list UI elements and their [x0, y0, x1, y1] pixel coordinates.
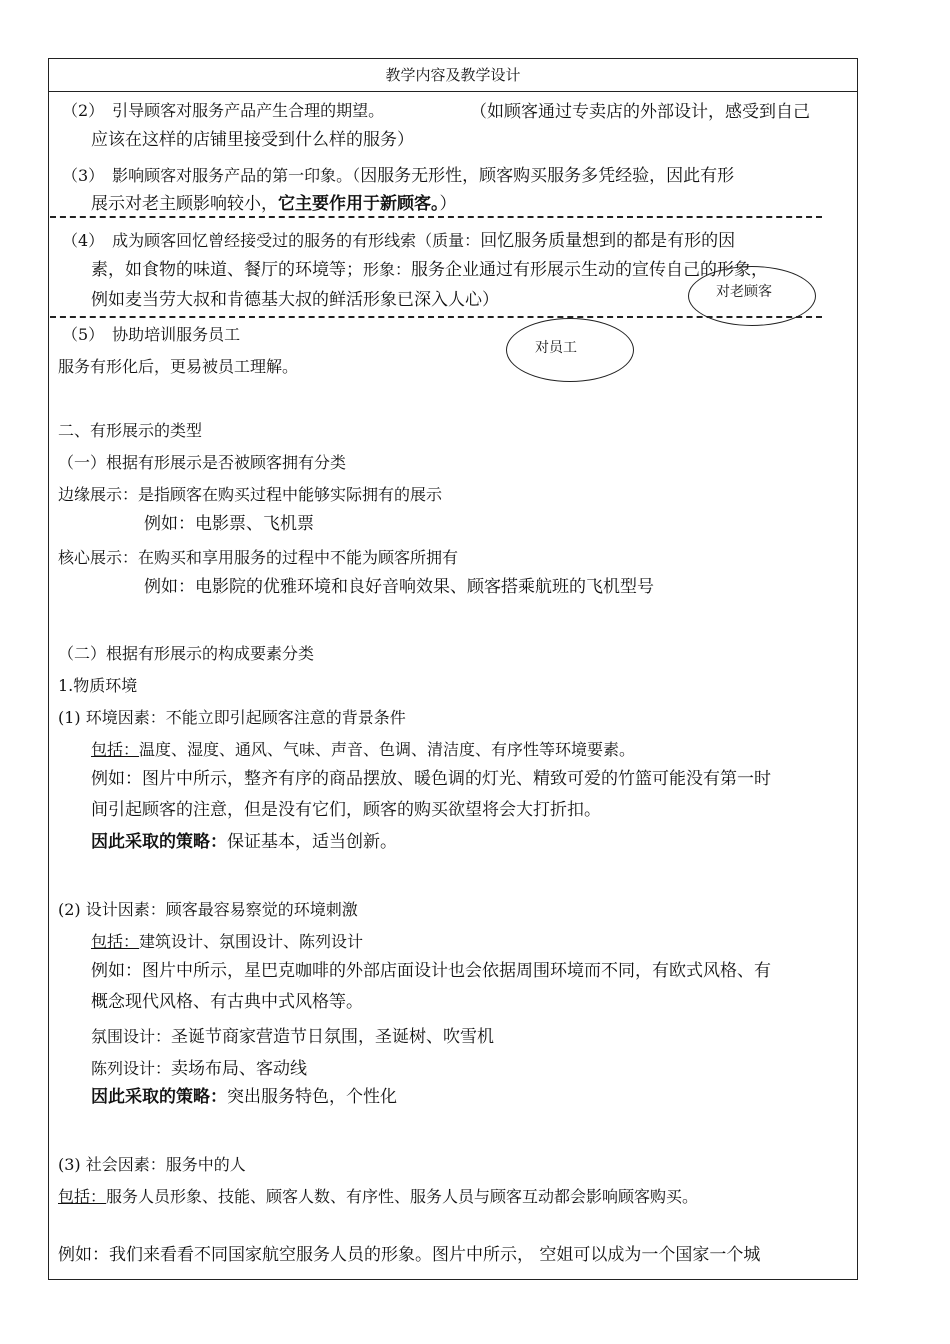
atmosphere-design-label: 氛围设计： — [91, 1027, 172, 1046]
point-4-line3: 例如麦当劳大叔和肯德基大叔的鲜活形象已深入人心） — [91, 290, 499, 310]
env-strategy-label: 因此采取的策略： — [91, 832, 227, 852]
point-5-body: 服务有形化后，更易被员工理解。 — [58, 357, 299, 376]
point-3-reason: 因服务无形性，顾客购买服务多凭经验，因此有形 — [360, 166, 735, 186]
point-4-image-text: 服务企业通过有形展示生动的宣传自己的形象， — [411, 260, 769, 280]
design-strategy-text: 突出服务特色，个性化 — [227, 1087, 397, 1107]
env-factor-title: (1) 环境因素：不能立即引起顾客注意的背景条件 — [58, 708, 406, 727]
point-3-close-paren: ） — [439, 194, 457, 214]
point-2-note-line2: 应该在这样的店铺里接受到什么样的服务） — [91, 130, 414, 150]
section-2-sub2: （二）根据有形展示的构成要素分类 — [58, 644, 315, 663]
social-factor-includes — [58, 1184, 698, 1207]
point-5-title: （5） 协助培训服务员工 — [62, 325, 241, 344]
point-4-line1 — [62, 226, 735, 251]
design-example-line2: 概念现代风格、有古典中式风格等。 — [91, 992, 363, 1012]
point-4-quality-text: 回忆服务质量想到的都是有形的因 — [480, 231, 736, 251]
social-example: 例如：我们来看看不同国家航空服务人员的形象。图片中所示， 空姐可以成为一个国家一个城 — [58, 1245, 761, 1265]
design-strategy — [91, 1082, 397, 1107]
atmosphere-design — [91, 1022, 494, 1047]
social-includes-label: 包括： — [58, 1187, 107, 1206]
social-factor-title: (3) 社会因素：服务中的人 — [58, 1155, 246, 1174]
annotation-staff — [506, 318, 634, 382]
annotation-old-customer-text: 对老顾客 — [716, 284, 772, 300]
atmosphere-design-text: 圣诞节商家营造节日氛围，圣诞树、吹雪机 — [171, 1027, 495, 1047]
point-4-image-label: 形象： — [363, 260, 412, 279]
item-1-physical-environment: 1.物质环境 — [58, 676, 138, 695]
point-2-title: （2） 引导顾客对服务产品产生合理的期望。 — [62, 101, 385, 120]
dashed-divider-bottom — [50, 316, 822, 318]
point-3-reason-end: 展示对老主顾影响较小， — [91, 194, 278, 214]
edge-display-example: 例如：电影票、飞机票 — [144, 514, 314, 534]
design-example-line1: 例如：图片中所示，星巴克咖啡的外部店面设计也会依据周围环境而不同，有欧式风格、有 — [91, 961, 771, 981]
point-3-line1 — [62, 161, 734, 186]
table-header-title: 教学内容及教学设计 — [48, 58, 858, 92]
design-includes-label: 包括： — [91, 932, 140, 951]
design-includes-text: 建筑设计、氛围设计、陈列设计 — [139, 932, 364, 951]
env-strategy-text: 保证基本，适当创新。 — [227, 832, 397, 852]
design-strategy-label: 因此采取的策略： — [91, 1087, 227, 1107]
display-design — [91, 1054, 307, 1079]
env-example-line2: 间引起顾客的注意，但是没有它们，顾客的购买欲望将会大打折扣。 — [91, 800, 601, 820]
point-4-quality-end: 素，如食物的味道、餐厅的环境等； — [91, 260, 363, 280]
section-2-sub1: （一）根据有形展示是否被顾客拥有分类 — [58, 453, 347, 472]
env-example-line1: 例如：图片中所示，整齐有序的商品摆放、暖色调的灯光、精致可爱的竹篮可能没有第一时 — [91, 769, 771, 789]
point-3-line2 — [91, 189, 457, 214]
display-design-label: 陈列设计： — [91, 1059, 172, 1078]
social-includes-text: 服务人员形象、技能、顾客人数、有序性、服务人员与顾客互动都会影响顾客购买。 — [106, 1187, 699, 1206]
env-includes-text: 温度、湿度、通风、气味、声音、色调、清洁度、有序性等环境要素。 — [139, 740, 636, 759]
point-2-note-line1: （如顾客通过专卖店的外部设计，感受到自己 — [470, 102, 810, 122]
point-4-title: （4） 成为顾客回忆曾经接受过的服务的有形线索（质量： — [62, 231, 481, 250]
env-includes-label: 包括： — [91, 740, 140, 759]
env-factor-includes — [91, 737, 635, 760]
annotation-staff-text: 对员工 — [535, 340, 577, 356]
display-design-text: 卖场布局、客动线 — [171, 1059, 308, 1079]
design-factor-includes — [91, 929, 363, 952]
env-strategy — [91, 827, 397, 852]
dashed-divider-top — [50, 216, 822, 218]
core-display-definition: 核心展示：在购买和享用服务的过程中不能为顾客所拥有 — [58, 548, 459, 567]
point-4-line2 — [91, 255, 768, 280]
edge-display-definition: 边缘展示：是指顾客在购买过程中能够实际拥有的展示 — [58, 485, 443, 504]
section-2-title: 二、有形展示的类型 — [58, 421, 203, 440]
design-factor-title: (2) 设计因素：顾客最容易察觉的环境刺激 — [58, 900, 358, 919]
core-display-example: 例如：电影院的优雅环境和良好音响效果、顾客搭乘航班的飞机型号 — [144, 577, 654, 597]
point-3-emphasis: 它主要作用于新顾客。 — [278, 194, 440, 214]
point-3-title: （3） 影响顾客对服务产品的第一印象。（ — [62, 166, 361, 185]
